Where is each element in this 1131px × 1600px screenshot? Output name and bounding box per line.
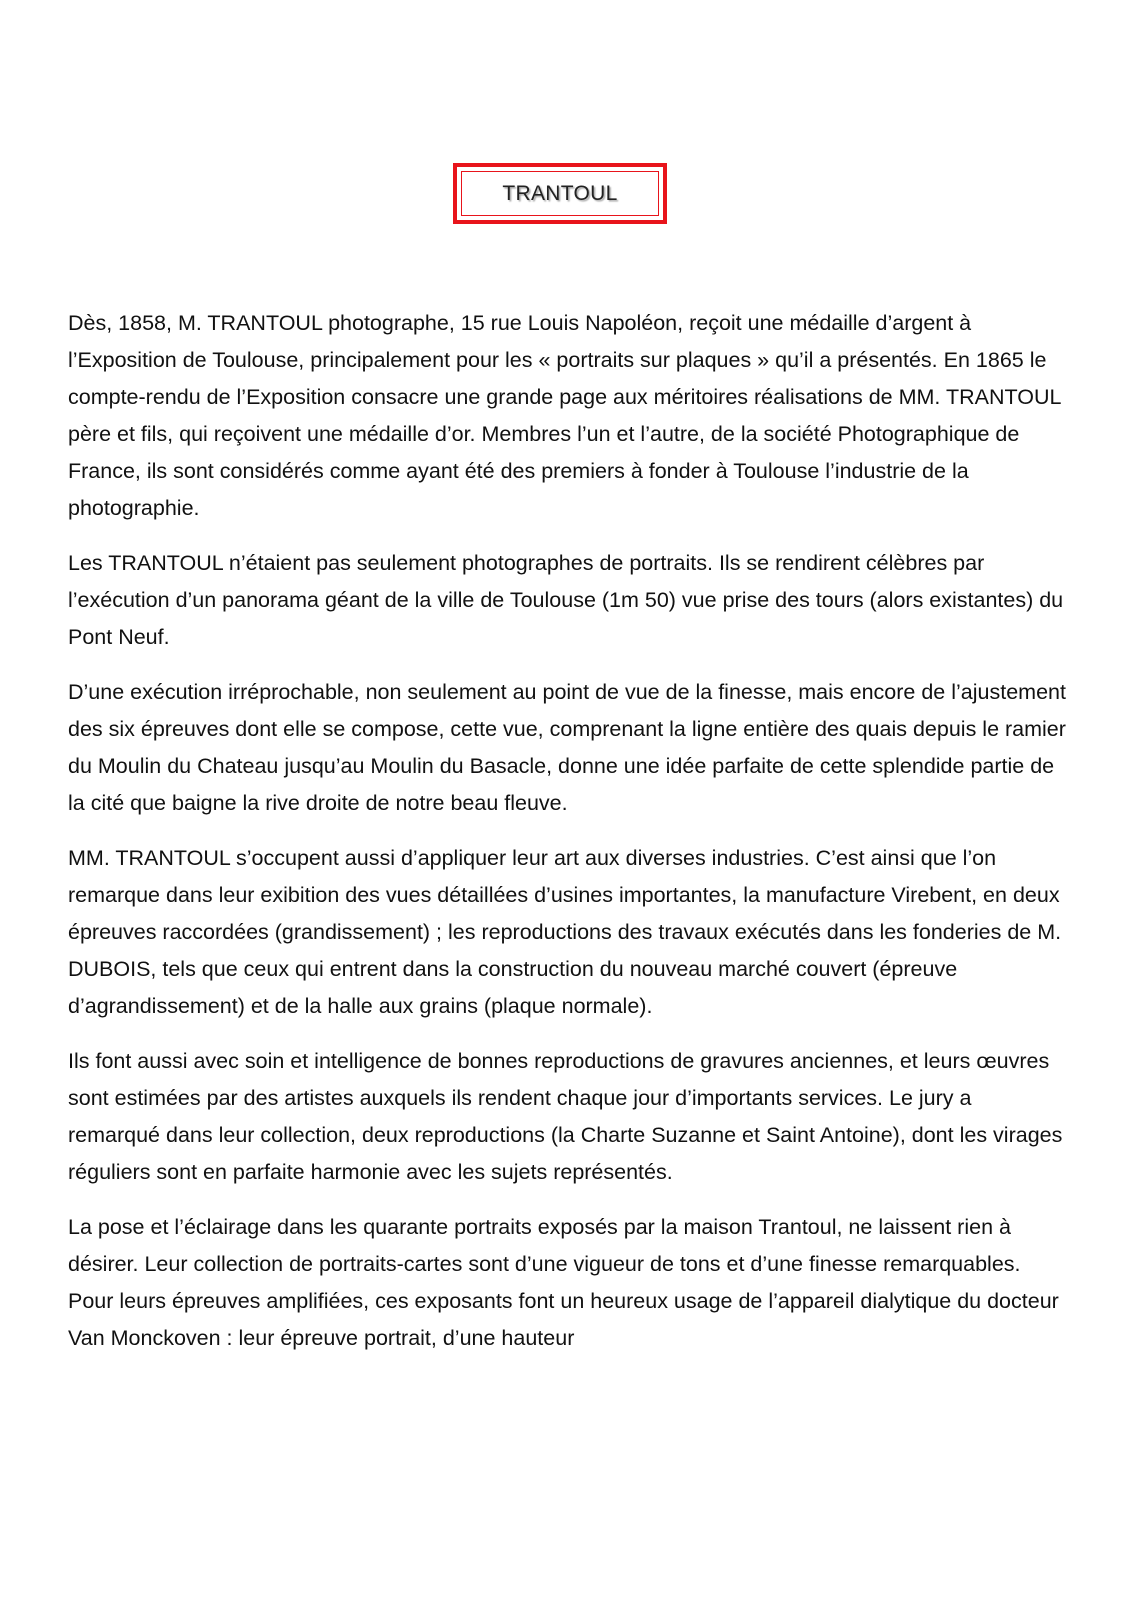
page-title: TRANTOUL	[502, 181, 618, 205]
body-text	[68, 305, 1068, 1375]
title-frame	[453, 163, 667, 224]
paragraph-6: La pose et l’éclairage dans les quarante portraits exposés par la maison Trantoul, ne laissent rien à désirer. Leur collection de portraits-cartes sont d’une vigueur de tons et d’une finesse remarquables. Pour leurs épreuves amplifiées, ces exposants font un heureux usage de l’appareil dialytique du docteur Van Monckoven : leur épreuve portrait, d’une hauteur	[68, 1215, 1059, 1350]
paragraph-1: Dès, 1858, M. TRANTOUL photographe, 15 rue Louis Napoléon, reçoit une médaille d’argent à l’Exposition de Toulouse, principalement pour les « portraits sur plaques » qu’il a présentés. En 1865 le compte-rendu de l’Exposition consacre une grande page aux méritoires réalisations de MM. TRANTOUL père et fils, qui reçoivent une médaille d’or. Membres l’un et l’autre, de la société Photographique de France, ils sont considérés comme ayant été des premiers à fonder à Toulouse l’industrie de la photographie.	[68, 311, 1061, 520]
paragraph-2: Les TRANTOUL n’étaient pas seulement photographes de portraits. Ils se rendirent célèbres par l’exécution d’un panorama géant de la ville de Toulouse (1m 50) vue prise des tours (alors existantes) du Pont Neuf.	[68, 551, 1064, 649]
paragraph-5: Ils font aussi avec soin et intelligence de bonnes reproductions de gravures anciennes, et leurs œuvres sont estimées par des artistes auxquels ils rendent chaque jour d’importants services. Le jury a remarqué dans leur collection, deux reproductions (la Charte Suzanne et Saint Antoine), dont les virages réguliers sont en parfaite harmonie avec les sujets représentés.	[68, 1049, 1063, 1184]
title-frame-inner	[461, 171, 659, 216]
paragraph-3: D’une exécution irréprochable, non seulement au point de vue de la finesse, mais encore de l’ajustement des six épreuves dont elle se compose, cette vue, comprenant la ligne entière des quais depuis le ramier du Moulin du Chateau jusqu’au Moulin du Basacle, donne une idée parfaite de cette splendide partie de la cité que baigne la rive droite de notre beau fleuve.	[68, 680, 1066, 815]
paragraph-4: MM. TRANTOUL s’occupent aussi d’appliquer leur art aux diverses industries. C’est ainsi que l’on remarque dans leur exibition des vues détaillées d’usines importantes, la manufacture Virebent, en deux épreuves raccordées (grandissement) ; les reproductions des travaux exécutés dans les fonderies de M. DUBOIS, tels que ceux qui entrent dans la construction du nouveau marché couvert (épreuve d’agrandissement) et de la halle aux grains (plaque normale).	[68, 846, 1062, 1018]
